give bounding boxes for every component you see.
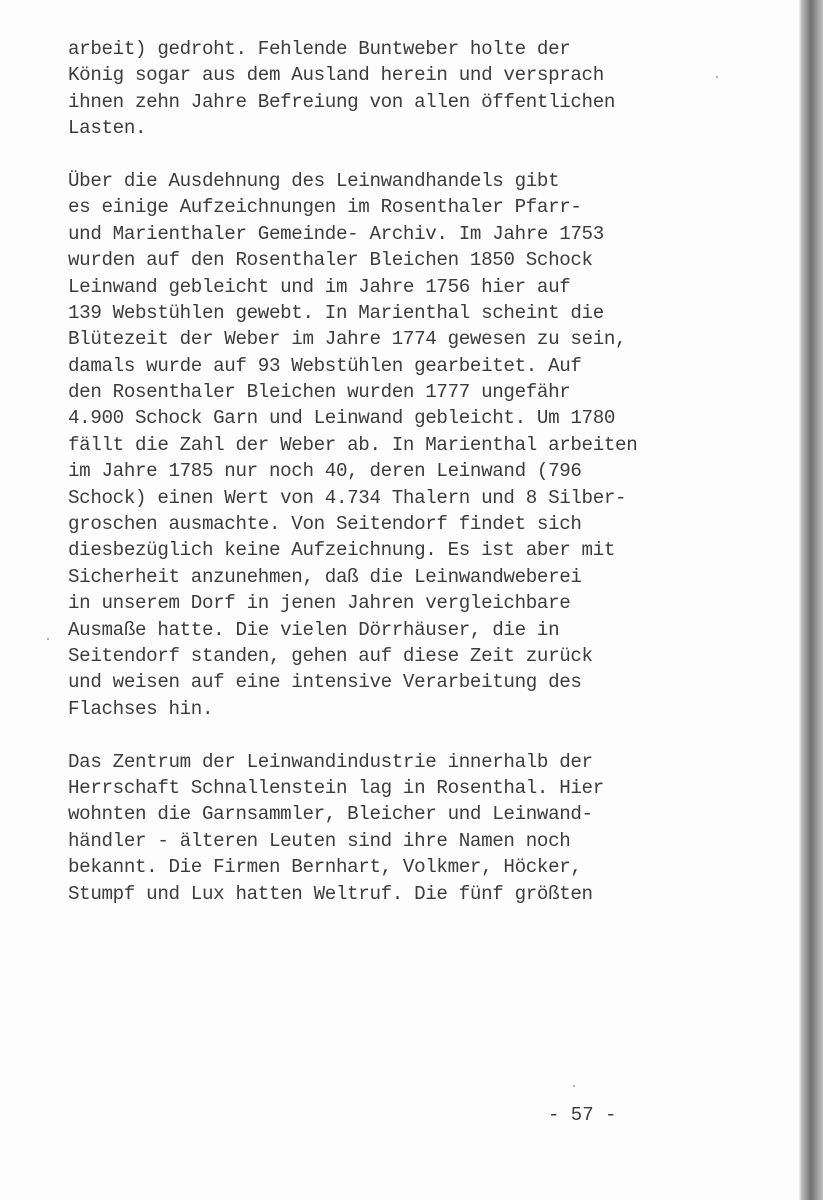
text-line: Sicherheit anzunehmen, daß die Leinwandweberei: [68, 565, 582, 588]
text-line: Das Zentrum der Leinwandindustrie innerhalb der: [68, 750, 593, 773]
text-line: fällt die Zahl der Weber ab. In Marienthal arbeiten: [68, 433, 638, 456]
page-number: - 57 -: [548, 1104, 617, 1126]
text-line: Über die Ausdehnung des Leinwandhandels gibt: [68, 169, 560, 192]
text-line: und Marienthaler Gemeinde- Archiv. Im Jahre 1753: [68, 222, 604, 245]
scan-speck: [716, 76, 718, 78]
paragraph-3: [68, 749, 708, 907]
text-line: bekannt. Die Firmen Bernhart, Volkmer, Höcker,: [68, 856, 582, 879]
text-line: und weisen auf eine intensive Verarbeitung des: [68, 671, 582, 694]
scan-speck: [573, 1085, 575, 1087]
text-line: in unserem Dorf in jenen Jahren vergleichbare: [68, 592, 571, 615]
paragraph-1: [68, 36, 708, 142]
text-line: wurden auf den Rosenthaler Bleichen 1850 Schock: [68, 249, 593, 272]
text-line: Ausmaße hatte. Die vielen Dörrhäuser, die in: [68, 618, 560, 641]
text-line: arbeit) gedroht. Fehlende Buntweber holte der: [68, 38, 571, 60]
text-line: wohnten die Garnsammler, Bleicher und Leinwand-: [68, 803, 593, 826]
text-line: damals wurde auf 93 Webstühlen gearbeitet. Auf: [68, 354, 582, 377]
text-line: Lasten.: [68, 117, 147, 140]
paragraph-spacer: [68, 142, 708, 168]
text-line: König sogar aus dem Ausland herein und versprach: [68, 64, 604, 87]
book-binding-edge: [799, 0, 823, 1200]
text-line: es einige Aufzeichnungen im Rosenthaler Pfarr-: [68, 196, 582, 219]
text-line: diesbezüglich keine Aufzeichnung. Es ist aber mit: [68, 539, 616, 562]
paragraph-spacer: [68, 722, 708, 748]
text-line: 4.900 Schock Garn und Leinwand gebleicht. Um 1780: [68, 407, 616, 430]
text-line: Schock) einen Wert von 4.734 Thalern und 8 Silber-: [68, 486, 627, 509]
text-line: händler - älteren Leuten sind ihre Namen noch: [68, 829, 571, 852]
text-line: Leinwand gebleicht und im Jahre 1756 hier auf: [68, 275, 571, 298]
text-line: Stumpf und Lux hatten Weltruf. Die fünf größten: [68, 882, 593, 905]
text-line: groschen ausmachte. Von Seitendorf findet sich: [68, 513, 582, 536]
text-line: im Jahre 1785 nur noch 40, deren Leinwand (796: [68, 460, 582, 483]
text-line: Blütezeit der Weber im Jahre 1774 gewesen zu sein,: [68, 328, 627, 351]
text-line: 139 Webstühlen gewebt. In Marienthal scheint die: [68, 301, 604, 324]
body-text: [68, 36, 708, 907]
text-line: ihnen zehn Jahre Befreiung von allen öffentlichen: [68, 90, 616, 113]
scan-speck: [47, 638, 49, 640]
paragraph-2: [68, 168, 708, 722]
text-line: Flachses hin.: [68, 697, 214, 720]
text-line: Herrschaft Schnallenstein lag in Rosenthal. Hier: [68, 776, 604, 799]
text-line: Seitendorf standen, gehen auf diese Zeit zurück: [68, 644, 593, 667]
text-line: den Rosenthaler Bleichen wurden 1777 ungefähr: [68, 381, 571, 404]
